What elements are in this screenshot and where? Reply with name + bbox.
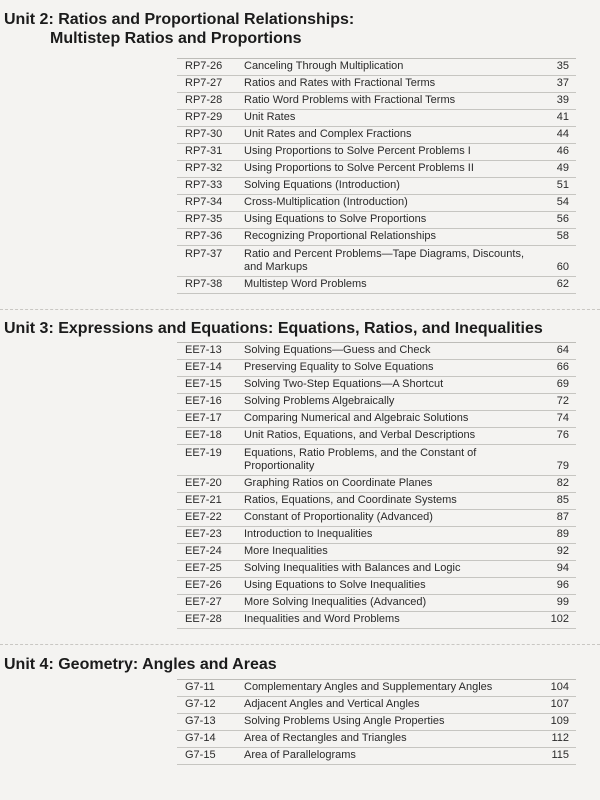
- section-divider: [0, 644, 600, 645]
- table-row: [177, 445, 576, 476]
- unit-4-title-line1: Unit 4: Geometry: Angles and Areas: [4, 656, 277, 673]
- table-row: [177, 212, 576, 229]
- lesson-title: Equations, Ratio Problems, and the Constant of Proportionality: [244, 447, 477, 472]
- lesson-title: More Solving Inequalities (Advanced): [244, 596, 427, 608]
- page-number: 62: [556, 278, 569, 290]
- lesson-code: EE7-21: [185, 494, 222, 506]
- lesson-code: EE7-20: [185, 477, 222, 489]
- page-number: 82: [556, 477, 569, 489]
- table-row: [177, 731, 576, 748]
- lesson-title: More Inequalities: [244, 545, 328, 557]
- table-row: [177, 229, 576, 246]
- lesson-code: EE7-13: [185, 344, 222, 356]
- table-row: [177, 394, 576, 411]
- lesson-code: G7-15: [185, 749, 216, 761]
- lesson-code: EE7-14: [185, 361, 222, 373]
- lesson-title: Comparing Numerical and Algebraic Solutions: [244, 412, 469, 424]
- table-row: [177, 59, 576, 76]
- lesson-title: Ratios, Equations, and Coordinate Systems: [244, 494, 457, 506]
- unit-3-title: [4, 319, 543, 338]
- lesson-code: RP7-29: [185, 111, 223, 123]
- lesson-title: Unit Ratios, Equations, and Verbal Descriptions: [244, 429, 476, 441]
- page-number: 64: [556, 344, 569, 356]
- lesson-code: EE7-18: [185, 429, 222, 441]
- page-number: 112: [551, 732, 569, 744]
- lesson-code: EE7-17: [185, 412, 222, 424]
- unit-4-title: [4, 655, 277, 674]
- table-row: [177, 411, 576, 428]
- unit-3-title-line1: Unit 3: Expressions and Equations: Equations, Ratios, and Inequalities: [4, 320, 543, 337]
- lesson-title: Solving Two-Step Equations—A Shortcut: [244, 378, 444, 390]
- lesson-code: RP7-35: [185, 213, 223, 225]
- lesson-title: Solving Problems Using Angle Properties: [244, 715, 445, 727]
- lesson-code: RP7-38: [185, 278, 223, 290]
- lesson-title: Cross-Multiplication (Introduction): [244, 196, 408, 208]
- lesson-code: EE7-26: [185, 579, 222, 591]
- table-row: [177, 510, 576, 527]
- table-row: [177, 561, 576, 578]
- lesson-title: Ratio and Percent Problems—Tape Diagrams, Discounts, and Markups: [244, 248, 525, 273]
- page-number: 37: [556, 77, 569, 89]
- lesson-title: Complementary Angles and Supplementary Angles: [244, 681, 493, 693]
- page-number: 76: [556, 429, 569, 441]
- lesson-code: EE7-28: [185, 613, 222, 625]
- table-row: [177, 76, 576, 93]
- lesson-code: EE7-23: [185, 528, 222, 540]
- lesson-title: Introduction to Inequalities: [244, 528, 373, 540]
- lesson-title: Solving Inequalities with Balances and Logic: [244, 562, 461, 574]
- section-divider: [0, 309, 600, 310]
- lesson-title: Area of Parallelograms: [244, 749, 356, 761]
- table-row: [177, 544, 576, 561]
- table-row: [177, 527, 576, 544]
- page-number: 104: [550, 681, 569, 693]
- table-row: [177, 493, 576, 510]
- page-number: 49: [556, 162, 569, 174]
- lesson-code: EE7-27: [185, 596, 222, 608]
- lesson-code: EE7-19: [185, 447, 222, 459]
- lesson-title: Using Proportions to Solve Percent Problems I: [244, 145, 471, 157]
- unit-2-title-line1: Unit 2: Ratios and Proportional Relationships:: [4, 11, 355, 28]
- table-row: [177, 144, 576, 161]
- table-row: [177, 748, 576, 765]
- page-number: 51: [556, 179, 569, 191]
- page-number: 89: [556, 528, 569, 540]
- page-number: 41: [556, 111, 569, 123]
- lesson-code: G7-12: [185, 698, 216, 710]
- lesson-title: Recognizing Proportional Relationships: [244, 230, 437, 242]
- unit-4-toc-table: [177, 679, 576, 765]
- table-row: [177, 161, 576, 178]
- unit-2-title: [4, 10, 354, 48]
- lesson-code: RP7-27: [185, 77, 223, 89]
- lesson-code: G7-11: [185, 681, 215, 693]
- table-row: [177, 697, 576, 714]
- page-number: 72: [556, 395, 569, 407]
- lesson-title: Inequalities and Word Problems: [244, 613, 400, 625]
- lesson-code: G7-14: [185, 732, 216, 744]
- lesson-title: Ratio Word Problems with Fractional Terms: [244, 94, 456, 106]
- page-number: 66: [556, 361, 569, 373]
- lesson-code: RP7-31: [185, 145, 223, 157]
- lesson-code: EE7-15: [185, 378, 222, 390]
- lesson-title: Using Equations to Solve Inequalities: [244, 579, 426, 591]
- lesson-code: G7-13: [185, 715, 216, 727]
- lesson-title: Solving Equations—Guess and Check: [244, 344, 431, 356]
- lesson-code: RP7-33: [185, 179, 223, 191]
- table-row: [177, 476, 576, 493]
- lesson-code: EE7-22: [185, 511, 222, 523]
- page-number: 109: [550, 715, 569, 727]
- page-number: 74: [556, 412, 569, 424]
- lesson-title: Graphing Ratios on Coordinate Planes: [244, 477, 433, 489]
- lesson-code: RP7-32: [185, 162, 223, 174]
- lesson-title: Using Proportions to Solve Percent Problems II: [244, 162, 474, 174]
- lesson-title: Multistep Word Problems: [244, 278, 367, 290]
- table-row: [177, 343, 576, 360]
- lesson-title: Unit Rates and Complex Fractions: [244, 128, 412, 140]
- page-number: 115: [551, 749, 569, 761]
- table-row: [177, 578, 576, 595]
- lesson-code: EE7-25: [185, 562, 222, 574]
- page-number: 107: [550, 698, 569, 710]
- table-row: [177, 195, 576, 212]
- table-row: [177, 93, 576, 110]
- page-number: 79: [556, 460, 569, 472]
- lesson-title: Using Equations to Solve Proportions: [244, 213, 427, 225]
- page-number: 92: [556, 545, 569, 557]
- lesson-title: Preserving Equality to Solve Equations: [244, 361, 434, 373]
- lesson-code: RP7-34: [185, 196, 223, 208]
- page-number: 102: [550, 613, 569, 625]
- lesson-title: Solving Equations (Introduction): [244, 179, 400, 191]
- page-number: 58: [556, 230, 569, 242]
- table-row: [177, 595, 576, 612]
- page-number: 87: [556, 511, 569, 523]
- lesson-title: Constant of Proportionality (Advanced): [244, 511, 433, 523]
- lesson-code: RP7-37: [185, 248, 223, 260]
- page-number: 44: [556, 128, 569, 140]
- table-row: [177, 377, 576, 394]
- page-number: 54: [556, 196, 569, 208]
- page-number: 99: [556, 596, 569, 608]
- table-row: [177, 246, 576, 277]
- unit-2-toc-table: [177, 58, 576, 294]
- lesson-code: RP7-28: [185, 94, 223, 106]
- lesson-title: Ratios and Rates with Fractional Terms: [244, 77, 436, 89]
- lesson-code: EE7-24: [185, 545, 222, 557]
- page-number: 35: [556, 60, 569, 72]
- page-number: 94: [556, 562, 569, 574]
- lesson-title: Canceling Through Multiplication: [244, 60, 404, 72]
- page-number: 39: [556, 94, 569, 106]
- lesson-code: EE7-16: [185, 395, 222, 407]
- lesson-code: RP7-36: [185, 230, 223, 242]
- page-number: 85: [556, 494, 569, 506]
- lesson-title: Adjacent Angles and Vertical Angles: [244, 698, 420, 710]
- lesson-title: Area of Rectangles and Triangles: [244, 732, 407, 744]
- page-number: 69: [556, 378, 569, 390]
- lesson-code: RP7-26: [185, 60, 223, 72]
- page-number: 46: [556, 145, 569, 157]
- table-row: [177, 360, 576, 377]
- table-row: [177, 680, 576, 697]
- lesson-title: Solving Problems Algebraically: [244, 395, 395, 407]
- lesson-code: RP7-30: [185, 128, 223, 140]
- unit-3-toc-table: [177, 342, 576, 629]
- table-row: [177, 277, 576, 294]
- unit-2-title-line2: Multistep Ratios and Proportions: [50, 30, 302, 47]
- page-number: 96: [556, 579, 569, 591]
- page-number: 56: [556, 213, 569, 225]
- table-row: [177, 178, 576, 195]
- table-row: [177, 612, 576, 629]
- table-row: [177, 428, 576, 445]
- lesson-title: Unit Rates: [244, 111, 296, 123]
- table-row: [177, 110, 576, 127]
- table-row: [177, 127, 576, 144]
- table-row: [177, 714, 576, 731]
- page-number: 60: [556, 261, 569, 273]
